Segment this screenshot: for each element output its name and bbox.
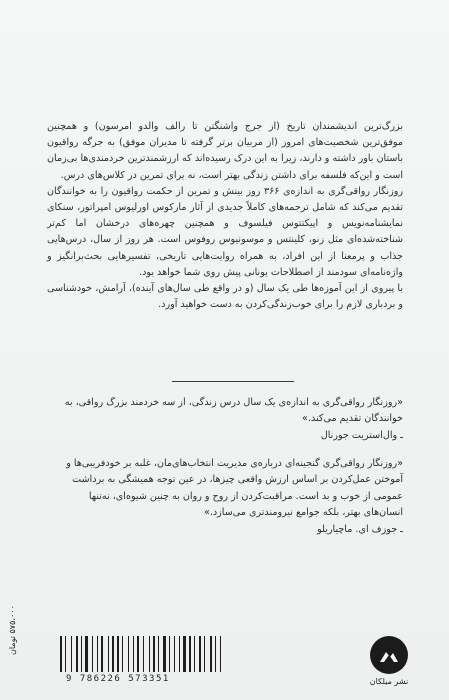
barcode-bar <box>85 636 88 672</box>
barcode-bar <box>156 636 157 672</box>
barcode-bar <box>112 636 114 672</box>
barcode-bars <box>60 636 286 672</box>
barcode-bar <box>128 636 129 672</box>
barcode-bar <box>104 636 107 672</box>
barcode-bar <box>145 636 148 672</box>
publisher-logo-icon <box>370 636 408 674</box>
barcode-bar <box>222 636 223 672</box>
barcode-bar <box>217 636 219 672</box>
quote-author: ـ جوزف ای. ماچیاریلو <box>317 523 403 535</box>
barcode-bar <box>76 636 78 672</box>
barcode-bar <box>196 636 198 672</box>
intro-paragraph-3: با پیروی از این آموزه‌ها طی یک سال (و در واقع طی سال‌های آینده)، آرامش، خودشناسی و بردباری لازم را برای خوب‌زندگی‌کردن به دست خواهید آورد. <box>47 283 403 311</box>
barcode-bar <box>179 636 180 672</box>
barcode-bar <box>122 636 123 672</box>
barcode-bar <box>194 636 195 672</box>
barcode-bar <box>160 636 162 672</box>
review-quote-2 <box>47 456 403 538</box>
isbn-barcode <box>60 636 360 686</box>
barcode-bar <box>71 636 72 672</box>
mountain-icon <box>378 644 400 666</box>
barcode-bar <box>187 636 188 672</box>
quote-text: «روزنگار رواقی‌گری به اندازه‌ی یک سال درس زندگی، از سه خردمند بزرگ رواقی، به خوانندگان تقدیم می‌کند.» <box>64 397 403 425</box>
barcode-bar <box>192 636 193 672</box>
review-quote-1 <box>47 395 403 444</box>
section-divider <box>172 381 294 382</box>
barcode-bar <box>163 636 166 672</box>
barcode-bar <box>133 636 134 672</box>
barcode-bar <box>73 636 75 672</box>
barcode-bar <box>60 636 62 672</box>
barcode-bar <box>137 636 139 672</box>
barcode-bar <box>171 636 173 672</box>
intro-paragraph-2: روزنگار رواقی‌گری به اندازه‌ی ۳۶۶ روز بینش و تمرین از حکمت رواقیون را به خوانندگان تقدیم می‌کند که شامل ترجمه‌های کاملاً جدیدی از آثار مارکوس اورلیوس امپراتور، سنکای نمایشنامه‌نویس و اپیکتتوس فیلسوف و همچنین چهره‌های درخشان اما کم‌تر شناخته‌شده‌ای مثل زنو، کلینتس و موسونیوس روفوس است. هر روز از سال، درس‌هایی جذاب و پرمعنا از این افراد، به همراه روایت‌هایی تاریخی، تفسیرهایی بحث‌برانگیز و واژه‌نامه‌ای سودمند از اصطلاحات یونانی پیش روی شما خواهد بود. <box>47 185 403 278</box>
barcode-bar <box>149 636 150 672</box>
barcode-bar <box>97 636 98 672</box>
intro-text <box>47 119 403 313</box>
barcode-bar <box>181 636 182 672</box>
barcode-bar <box>199 636 201 672</box>
barcode-bar <box>135 636 136 672</box>
quote-author: ـ وال‌استریت جورنال <box>320 429 403 441</box>
barcode-bar <box>220 636 221 672</box>
barcode-bar <box>206 636 209 672</box>
barcode-bar <box>151 636 152 672</box>
barcode-bar <box>158 636 159 672</box>
price-label: ۵۷۵،۰۰۰ تومان <box>8 605 17 655</box>
barcode-bar <box>130 636 132 672</box>
barcode-bar <box>110 636 111 672</box>
barcode-bar <box>89 636 91 672</box>
barcode-bar <box>79 636 80 672</box>
barcode-bar <box>143 636 144 672</box>
barcode-bar <box>94 636 96 672</box>
barcode-bar <box>169 636 170 672</box>
barcode-bar <box>189 636 191 672</box>
barcode-bar <box>115 636 116 672</box>
barcode-bar <box>153 636 155 672</box>
barcode-bar <box>117 636 119 672</box>
barcode-bar <box>174 636 175 672</box>
barcode-bar <box>210 636 212 672</box>
barcode-bar <box>83 636 84 672</box>
barcode-bar <box>101 636 103 672</box>
barcode-bar <box>176 636 178 672</box>
barcode-bar <box>120 636 121 672</box>
barcode-bar <box>67 636 70 672</box>
intro-paragraph-1: بزرگ‌ترین اندیشمندان تاریخ (از جرج واشنگتن تا رالف والدو امرسون) و همچنین موفق‌ترین شخصیت‌های امروز (از مربیان برتر گرفته تا مدیران موفق) به جرگه رواقیون باستان باور داشته و دارند، زیرا به این درک رسیده‌اند که ارزشمندترین خردمندی‌ها بی‌زمان است و این‌که فلسفه برای داشتن زندگی بهتر است، نه برای تمرین در کلاس‌های درس. <box>47 121 403 181</box>
barcode-digits: 9 786226 573351 <box>66 674 170 684</box>
barcode-bar <box>99 636 100 672</box>
barcode-bar <box>65 636 66 672</box>
publisher-name: نشر میلکان <box>369 677 409 686</box>
barcode-bar <box>81 636 82 672</box>
barcode-bar <box>124 636 127 672</box>
quote-text: «روزنگار رواقی‌گری گنجینه‌ای درباره‌ی مدیریت انتخاب‌های‌مان، غلبه بر خودفریبی‌ها و آموختن عمل‌کردن بر اساس ارزش واقعی چیزها، در عین توجه همیشگی به برداشت عمومی از خوب و بد است. مراقبت‌کردن از روح و روان به چنین شیوه‌ای، نه‌تنها انسان‌های بهتر، بلکه جوامع نیرومندتری می‌سازد.» <box>66 458 403 519</box>
barcode-bar <box>202 636 203 672</box>
barcode-bar <box>213 636 214 672</box>
barcode-bar <box>183 636 186 672</box>
barcode-bar <box>204 636 205 672</box>
barcode-bar <box>215 636 216 672</box>
barcode-bar <box>167 636 168 672</box>
barcode-bar <box>140 636 142 672</box>
barcode-bar <box>108 636 109 672</box>
barcode-bar <box>92 636 93 672</box>
barcode-bar <box>63 636 64 672</box>
